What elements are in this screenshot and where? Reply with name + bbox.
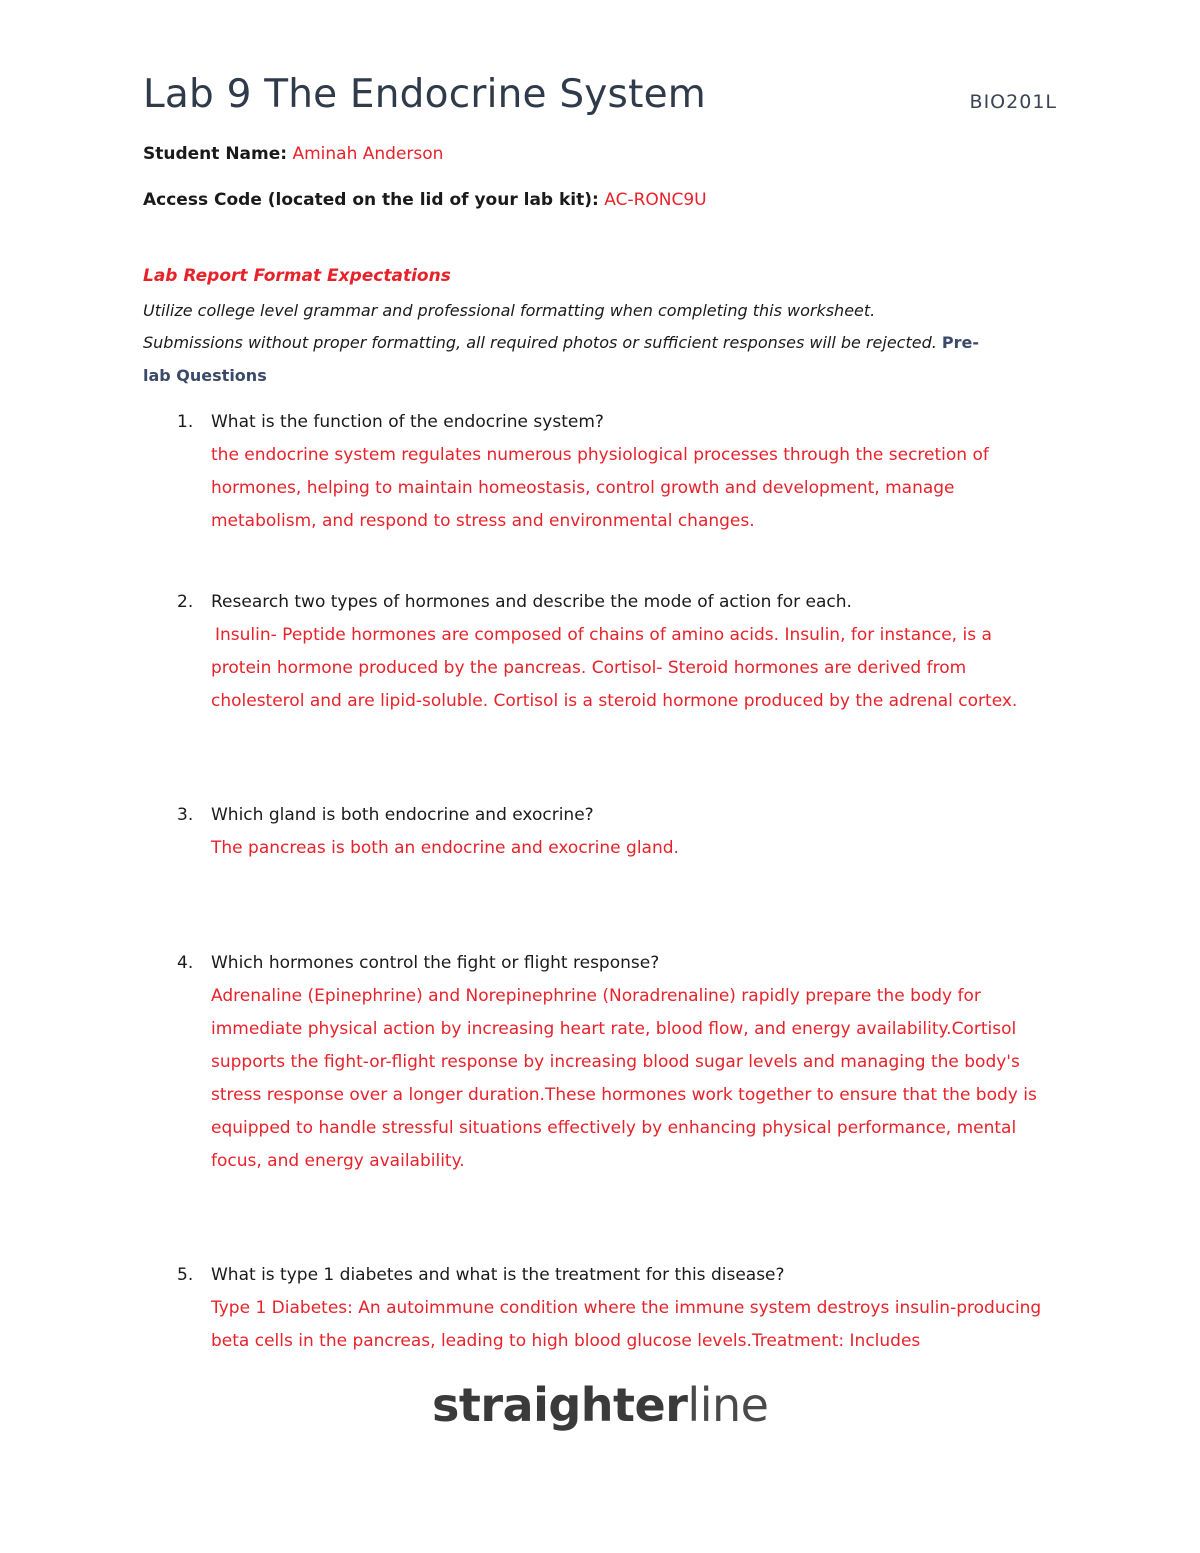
question-answer: The pancreas is both an endocrine and exocrine gland. bbox=[211, 838, 679, 858]
question-text: What is the function of the endocrine system? bbox=[211, 412, 604, 432]
access-code-value: AC-RONC9U bbox=[604, 190, 707, 210]
format-instruction-1: Utilize college level grammar and professional formatting when completing this worksheet. bbox=[143, 301, 876, 320]
student-name-value: Aminah Anderson bbox=[292, 144, 444, 164]
question-answer: the endocrine system regulates numerous physiological processes through the secretion of hormones, helping to maintain homeostasis, control growth and development, manage metabolism, and respond to stress and environmental changes. bbox=[211, 445, 989, 531]
question-3 bbox=[177, 799, 1057, 865]
logo-thin-part: line bbox=[687, 1378, 769, 1432]
page-title: Lab 9 The Endocrine System bbox=[143, 72, 706, 117]
prelab-heading-part1: Pre- bbox=[941, 333, 980, 352]
prelab-heading-line bbox=[143, 366, 1063, 385]
question-number: 1. bbox=[177, 412, 194, 432]
prelab-heading-part2: lab Questions bbox=[143, 366, 267, 385]
question-number: 4. bbox=[177, 953, 194, 973]
question-answer: Type 1 Diabetes: An autoimmune condition where the immune system destroys insulin-producing beta cells in the pancreas, leading to high blood glucose levels.Treatment: Includes bbox=[211, 1298, 1042, 1351]
format-instruction-2-text: Submissions without proper formatting, all required photos or sufficient responses will be rejected. bbox=[143, 333, 937, 352]
question-answer: Adrenaline (Epinephrine) and Norepinephrine (Noradrenaline) rapidly prepare the body for immediate physical action by increasing heart rate, blood flow, and energy availability.Cortisol supports the fight-or-flight response by increasing blood sugar levels and managing the body's stress response over a longer duration.These hormones work together to ensure that the body is equipped to handle stressful situations effectively by enhancing physical performance, mental focus, and energy availability. bbox=[211, 986, 1037, 1171]
question-text: What is type 1 diabetes and what is the treatment for this disease? bbox=[211, 1265, 785, 1285]
question-2 bbox=[177, 586, 1057, 718]
access-code-line bbox=[143, 190, 707, 210]
course-code: BIO201L bbox=[969, 91, 1057, 113]
format-instruction-2 bbox=[143, 333, 1063, 352]
question-1 bbox=[177, 406, 1057, 538]
question-text: Which hormones control the fight or flight response? bbox=[211, 953, 660, 973]
format-heading: Lab Report Format Expectations bbox=[143, 266, 451, 286]
question-number: 5. bbox=[177, 1265, 194, 1285]
question-5 bbox=[177, 1259, 1057, 1358]
logo-bold-part: straighter bbox=[432, 1378, 688, 1432]
student-name-line bbox=[143, 144, 443, 164]
question-number: 2. bbox=[177, 592, 194, 612]
student-name-label: Student Name: bbox=[143, 144, 288, 164]
question-4 bbox=[177, 947, 1057, 1178]
question-number: 3. bbox=[177, 805, 194, 825]
question-text: Research two types of hormones and describe the mode of action for each. bbox=[211, 592, 852, 612]
straighterline-logo bbox=[432, 1378, 768, 1432]
access-code-label: Access Code (located on the lid of your lab kit): bbox=[143, 190, 599, 210]
question-answer: Insulin- Peptide hormones are composed of chains of amino acids. Insulin, for instance, is a protein hormone produced by the pancreas. Cortisol- Steroid hormones are derived from cholesterol and are lipid-soluble. Cortisol is a steroid hormone produced by the adrenal cortex. bbox=[211, 625, 1018, 711]
question-text: Which gland is both endocrine and exocrine? bbox=[211, 805, 594, 825]
